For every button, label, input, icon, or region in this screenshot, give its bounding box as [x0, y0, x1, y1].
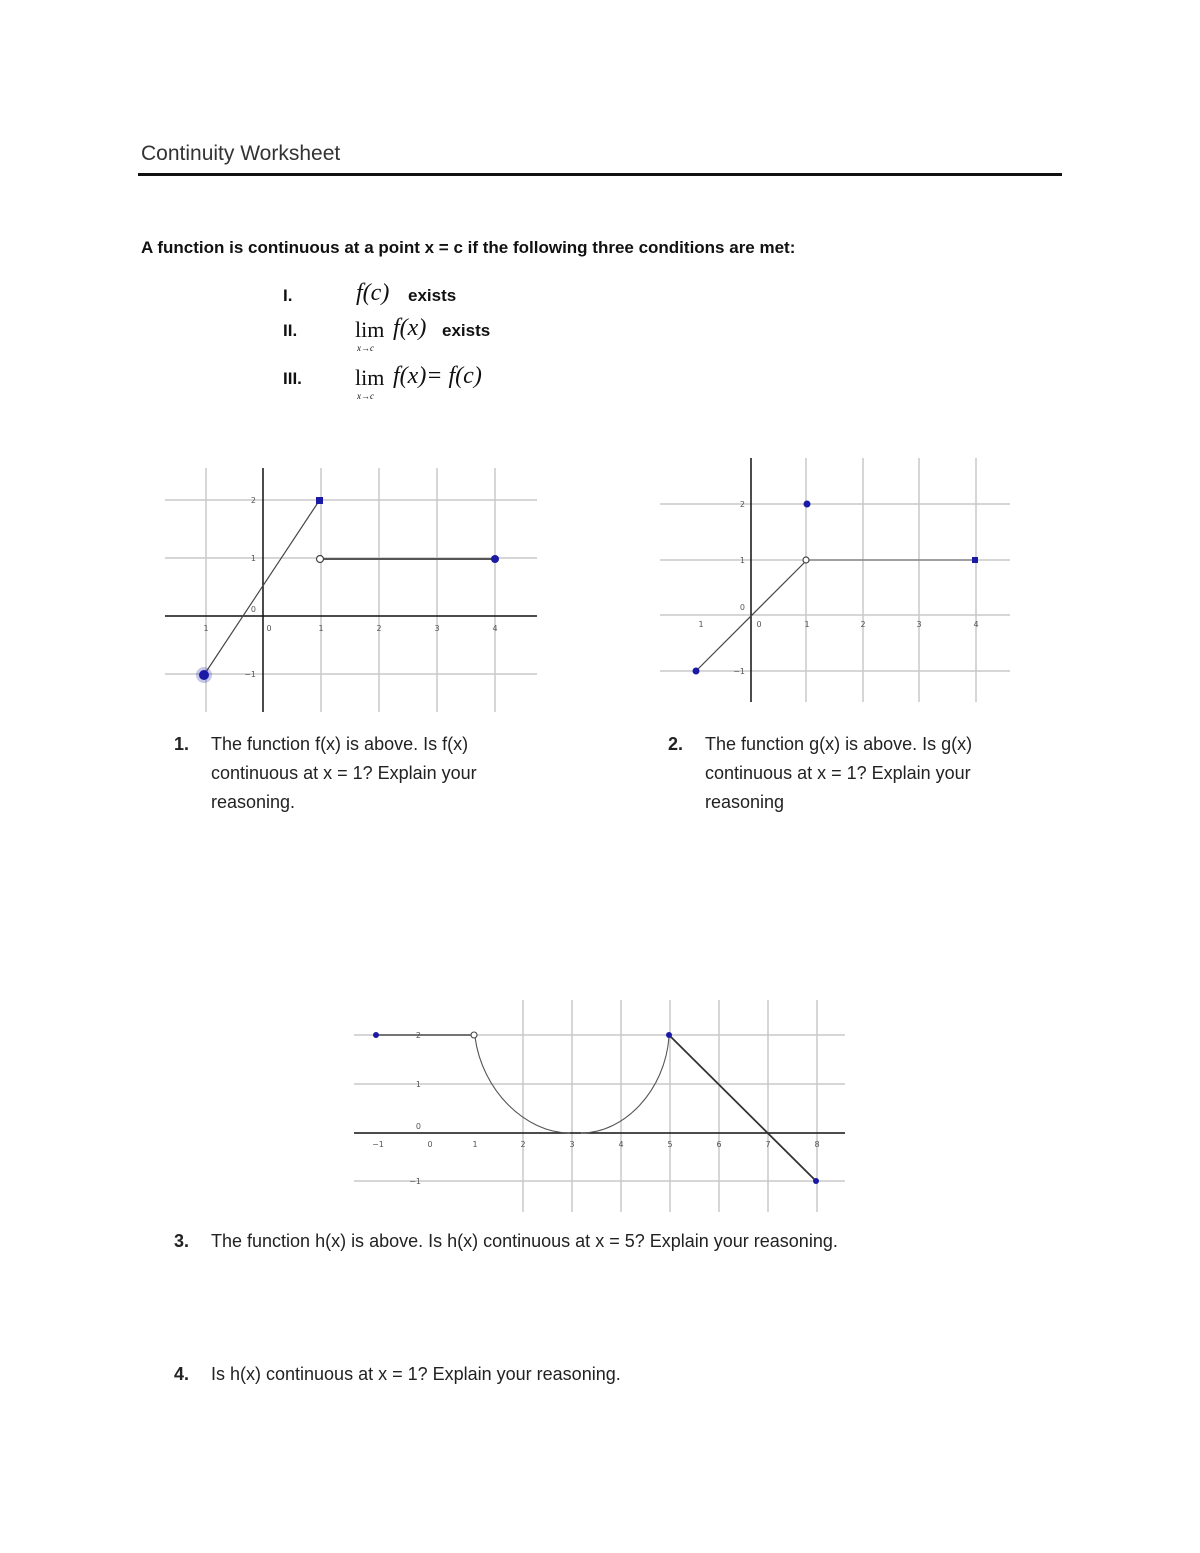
- graph-h-x-tick: 5: [667, 1140, 673, 1149]
- question-2-line: reasoning: [705, 792, 785, 812]
- graph-h-point-peak: [666, 1032, 672, 1038]
- graph-h-x-tick: 3: [569, 1140, 575, 1149]
- page-title: Continuity Worksheet: [141, 142, 341, 165]
- condition-2-lim: lim: [355, 317, 385, 342]
- condition-3-math: f(x)= f(c): [393, 363, 482, 389]
- graph-h-x-tick: 7: [765, 1140, 771, 1149]
- graph-f-y-tick: 2: [250, 496, 256, 505]
- question-1-number: 1.: [174, 734, 190, 754]
- condition-1-math: f(c): [356, 280, 390, 306]
- graph-h-point-end: [813, 1178, 819, 1184]
- graph-h-arc-right: [581, 1037, 669, 1133]
- graph-g-x-tick: 1: [698, 620, 704, 629]
- graph-g-point-end: [972, 557, 978, 563]
- graph-g-x-tick: 2: [860, 620, 866, 629]
- question-1-line: continuous at x = 1? Explain your: [211, 763, 477, 783]
- graph-g-x-tick: 4: [973, 620, 979, 629]
- graph-g-y-tick: −1: [733, 667, 745, 676]
- question-2-number: 2.: [668, 734, 684, 754]
- graph-h-grid: [354, 1000, 845, 1212]
- graph-f-grid: [165, 468, 537, 712]
- question-1-line: reasoning.: [211, 792, 296, 812]
- graph-f-x-tick: 1: [318, 624, 324, 633]
- graph-g-y-tick: 0: [739, 603, 745, 612]
- condition-3-sub: x→c: [357, 391, 374, 401]
- graph-f-y-tick: 1: [250, 554, 256, 563]
- graph-h-y-tick: 1: [415, 1080, 421, 1089]
- graph-h-x-tick: 4: [618, 1140, 624, 1149]
- graph-g-x-tick: 3: [916, 620, 922, 629]
- graph-g-point-open: [803, 557, 809, 563]
- graph-h-point-open: [471, 1032, 477, 1038]
- condition-3-lim: lim: [355, 365, 385, 390]
- graph-f-x-tick: 0: [266, 624, 272, 633]
- intro-text: A function is continuous at a point x = c if the following three conditions are met:: [141, 238, 796, 257]
- graph-h-x-tick: 6: [716, 1140, 722, 1149]
- graph-h-right-segment: [669, 1035, 816, 1181]
- graph-h: [354, 1000, 845, 1212]
- question-3-line: The function h(x) is above. Is h(x) continuous at x = 5? Explain your reasoning.: [211, 1231, 838, 1251]
- question-3-number: 3.: [174, 1231, 190, 1251]
- graph-f-x-tick: 2: [376, 624, 382, 633]
- graph-h-y-tick: 2: [415, 1031, 421, 1040]
- graph-f-line-segment: [204, 501, 319, 675]
- graph-g: [660, 458, 1010, 702]
- condition-3-numeral: III.: [283, 369, 302, 388]
- graph-g-y-tick: 2: [739, 500, 745, 509]
- graph-h-x-tick: 0: [427, 1140, 433, 1149]
- graph-g-grid: [660, 458, 1010, 702]
- graph-f-y-tick: −1: [244, 670, 256, 679]
- condition-2-text: exists: [442, 321, 491, 340]
- condition-2-math: f(x): [393, 315, 427, 341]
- graph-g-point-filled: [804, 501, 811, 508]
- graph-h-y-tick: −1: [409, 1177, 421, 1186]
- graph-f-x-tick: 3: [434, 624, 440, 633]
- question-2-line: The function g(x) is above. Is g(x): [705, 734, 973, 754]
- graph-h-x-tick: −1: [372, 1140, 384, 1149]
- graph-g-y-tick: 1: [739, 556, 745, 565]
- question-4-line: Is h(x) continuous at x = 1? Explain your reasoning.: [211, 1364, 621, 1384]
- graph-f-x-tick: 4: [492, 624, 498, 633]
- question-1-line: The function f(x) is above. Is f(x): [211, 734, 469, 754]
- graph-h-y-tick: 0: [415, 1122, 421, 1131]
- graph-f: [165, 468, 537, 712]
- condition-2-sub: x→c: [357, 343, 374, 353]
- graph-h-x-tick: 8: [814, 1140, 820, 1149]
- graph-g-point-start: [693, 668, 700, 675]
- question-2-line: continuous at x = 1? Explain your: [705, 763, 971, 783]
- graph-g-x-tick: 1: [804, 620, 810, 629]
- graph-f-point-start-halo: [196, 667, 212, 683]
- graph-f-x-tick: 1: [203, 624, 209, 633]
- graph-g-x-tick: 0: [756, 620, 762, 629]
- graph-f-point-open: [317, 556, 324, 563]
- graph-f-point-filled: [316, 497, 323, 504]
- condition-1-text: exists: [408, 286, 457, 305]
- graph-h-x-tick: 1: [472, 1140, 478, 1149]
- graph-f-point-end: [491, 555, 499, 563]
- condition-2-numeral: II.: [283, 321, 298, 340]
- graph-h-x-tick: 2: [520, 1140, 526, 1149]
- graph-f-y-tick: 0: [250, 605, 256, 614]
- graph-h-point-start: [373, 1032, 379, 1038]
- question-4-number: 4.: [174, 1364, 190, 1384]
- condition-1-numeral: I.: [283, 286, 293, 305]
